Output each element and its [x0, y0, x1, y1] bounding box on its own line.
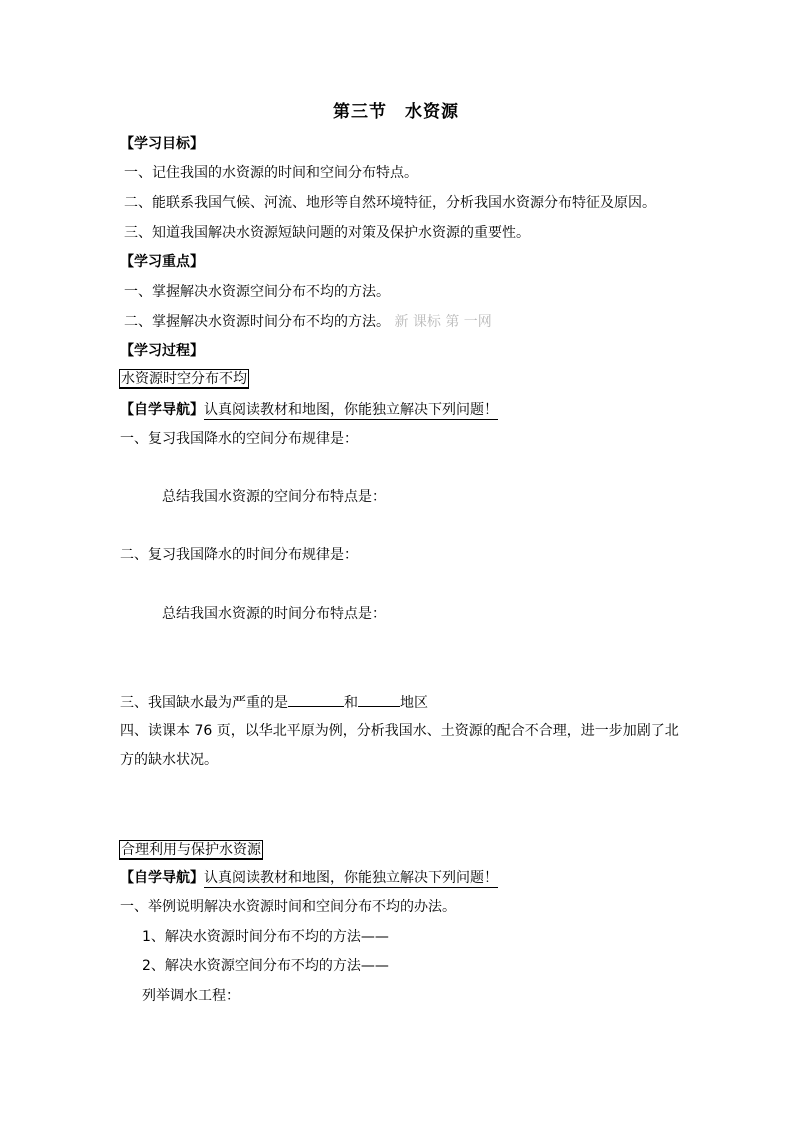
section2-title-box: 合理利用与保护水资源 [121, 842, 261, 858]
section1-question-3 [120, 694, 428, 710]
section2-question-1: 一、举例说明解决水资源时间和空间分布不均的办法。 [120, 899, 456, 915]
section1-question-2-sub: 总结我国水资源的时间分布特点是： [162, 606, 386, 622]
section1-nav-text: 认真阅读教材和地图，你能独立解决下列问题！ [204, 402, 498, 418]
q3-mid: 和 [344, 695, 358, 711]
section1-question-1: 一、复习我国降水的空间分布规律是： [120, 431, 358, 447]
section2-nav-label: 【自学导航】 [120, 870, 204, 886]
section2-sub-item-1: 1、解决水资源时间分布不均的方法—— [142, 929, 389, 945]
objective-item-1: 一、记住我国的水资源的时间和空间分布特点。 [124, 165, 418, 181]
watermark-text: 新 课标 第 一网 [394, 314, 492, 330]
section2-nav-text: 认真阅读教材和地图，你能独立解决下列问题！ [204, 870, 498, 886]
q3-suffix: 地区 [400, 695, 428, 711]
section1-question-4-line2: 方的缺水状况。 [120, 752, 218, 768]
key-points-heading: 【学习重点】 [120, 254, 204, 270]
objectives-heading: 【学习目标】 [120, 136, 204, 152]
section2-nav [120, 871, 498, 885]
page-title: 第三节 水资源 [333, 102, 459, 122]
section1-question-4-line1: 四、读课本 76 页，以华北平原为例，分析我国水、土资源的配合不合理，进一步加剧了北 [120, 723, 679, 739]
q3-prefix: 三、我国缺水最为严重的是 [120, 695, 288, 711]
section1-title-box: 水资源时空分布不均 [121, 371, 247, 387]
section1-question-2: 二、复习我国降水的时间分布规律是： [120, 547, 358, 563]
section1-nav-label: 【自学导航】 [120, 402, 204, 418]
objective-item-2: 二、能联系我国气候、河流、地形等自然环境特征，分析我国水资源分布特征及原因。 [124, 195, 656, 211]
section1-question-1-sub: 总结我国水资源的空间分布特点是： [162, 489, 386, 505]
section2-sub-item-2: 2、解决水资源空间分布不均的方法—— [142, 958, 389, 974]
objective-item-3: 三、知道我国解决水资源短缺问题的对策及保护水资源的重要性。 [124, 225, 530, 241]
key-point-item-2 [124, 315, 492, 329]
q3-blank-2[interactable] [358, 694, 400, 707]
process-heading: 【学习过程】 [120, 343, 204, 359]
section2-sub-item-3: 列举调水工程： [142, 988, 240, 1004]
section1-nav [120, 403, 498, 417]
key-point-item-2-text: 二、掌握解决水资源时间分布不均的方法。 [124, 314, 390, 330]
q3-blank-1[interactable] [288, 694, 344, 707]
key-point-item-1: 一、掌握解决水资源空间分布不均的方法。 [124, 284, 390, 300]
